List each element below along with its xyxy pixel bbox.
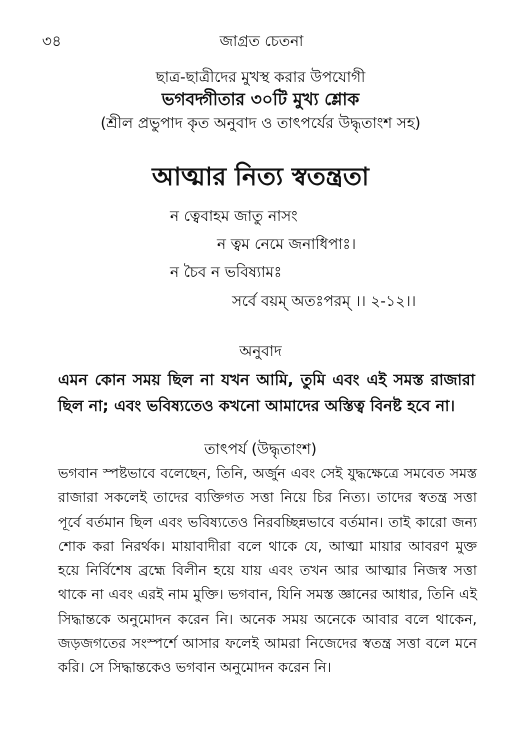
- verse-line-1: ন ত্বেবাহম জাতু নাসং: [170, 207, 298, 225]
- page-header: [42, 30, 481, 52]
- translation-heading: অনুবাদ: [239, 342, 282, 360]
- verse-title: আত্মার নিত্য স্বতন্ত্রতা: [151, 162, 370, 191]
- intro-block: [30, 66, 491, 134]
- running-title: জাগ্রত চেতনা: [219, 32, 304, 50]
- translation-text: এমন কোন সময় ছিল না যখন আমি, তুমি এবং এই সমস্ত রাজারা ছিল না; এবং ভবিষ্যতেও কখনো আমাদের অস্তিত্ব বিনষ্ট হবে না।: [58, 371, 475, 415]
- verse-line-2: ন ত্বম নেমে জনাধিপাঃ।: [217, 235, 356, 253]
- purport-heading: তাৎপর্য (উদ্ধৃতাংশ): [204, 440, 317, 458]
- verse-line-4: সর্বে বয়ম্ অতঃপরম্ ।। ২-১২।।: [232, 292, 416, 310]
- intro-line-3: (শ্রীল প্রভুপাদ কৃত অনুবাদ ও তাৎপর্যের উদ্ধৃতাংশ সহ): [100, 114, 421, 132]
- purport-paragraph: ভগবান স্পষ্টভাবে বলেছেন, তিনি, অর্জুন এবং সেই যুদ্ধক্ষেত্রে সমবেত সমস্ত রাজারা সকলেই তাদের ব্যক্তিগত সত্তা নিয়ে চির নিত্য। তাদের স্বতন্ত্র সত্তা পূর্বে বর্তমান ছিল এবং ভবিষ্যতেও নিরবচ্ছিন্নভাবে বর্তমান। তাই কারো জন্য শোক করা নিরর্থক। মায়াবাদীরা বলে থাকে যে, আত্মা মায়ার আবরণ মুক্ত হয়ে নির্বিশেষ ব্রহ্মে বিলীন হয়ে যায় এবং তখন আর আত্মার নিজস্ব সত্তা থাকে না এবং এরই নাম মুক্তি। ভগবান, যিনি সমস্ত জ্ঞানের আধার, তিনি এই সিদ্ধান্তকে অনুমোদন করেন নি। অনেক সময় অনেকে আবার বলে থাকেন, জড়জগতের সংস্পর্শে আসার ফলেই আমরা নিজেদের স্বতন্ত্র সত্তা বলে মনে করি। সে সিদ্ধান্তকেও ভগবান অনুমোদন করেন নি।: [58, 466, 477, 677]
- purport-body: [58, 462, 477, 681]
- intro-line-2: ভগবদ্গীতার ৩০টি মুখ্য শ্লোক: [161, 90, 360, 110]
- page-number: ৩৪: [42, 32, 62, 50]
- verse-line-3: ন চৈব ন ভবিষ্যামঃ: [170, 263, 282, 281]
- intro-line-1: ছাত্র-ছাত্রীদের মুখস্থ করার উপযোগী: [155, 68, 366, 86]
